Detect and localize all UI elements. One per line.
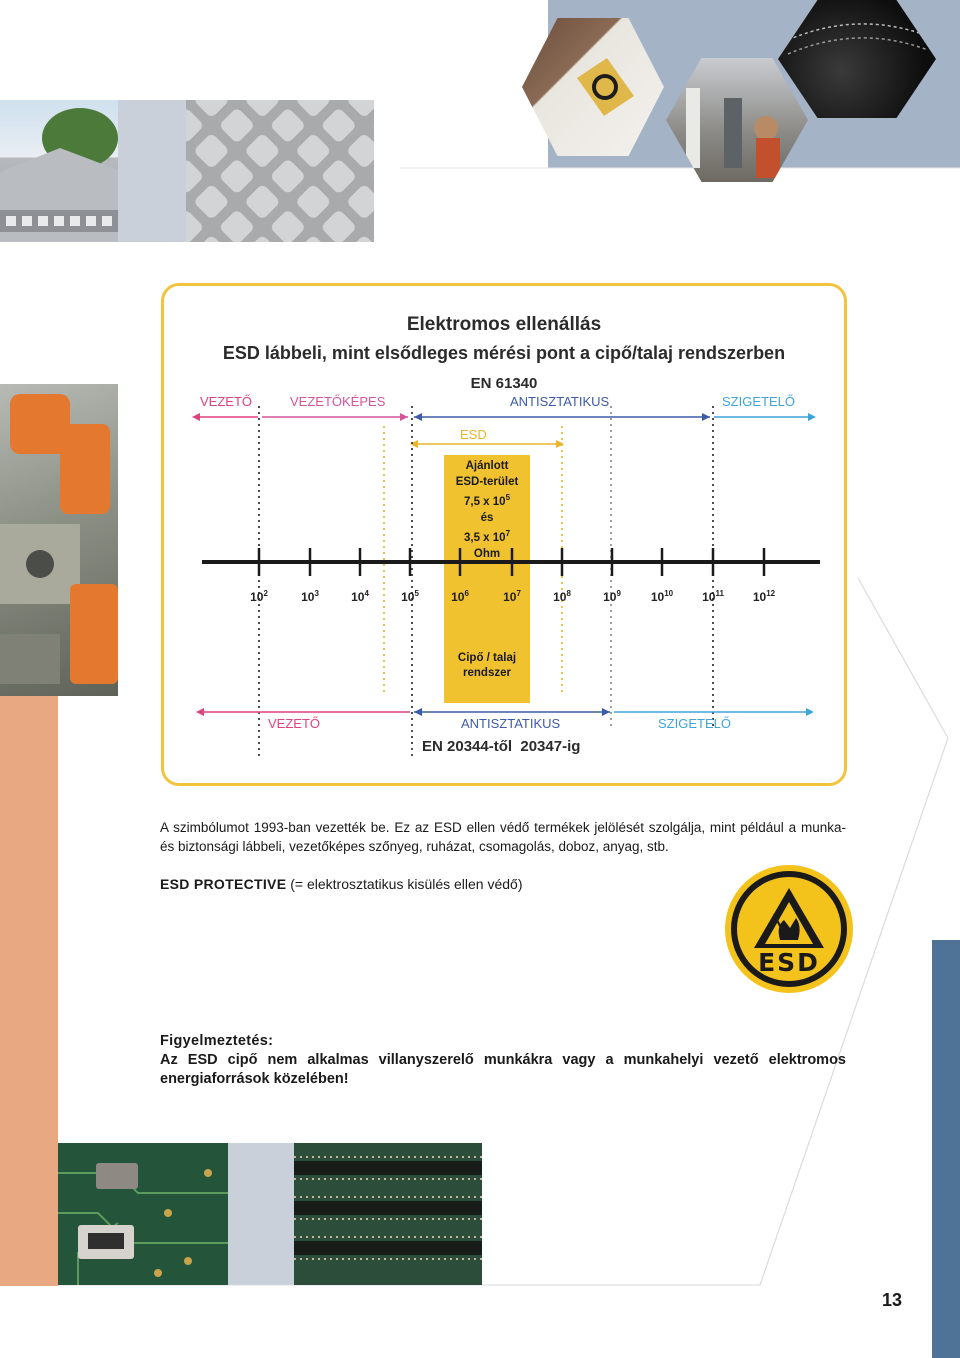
- recommended-line2: ESD-terület: [455, 476, 519, 488]
- page-number: 13: [881, 1290, 903, 1310]
- symbol-caption: A szimbólumot 1993-ban vezették be. Ez az ESD ellen védő termékek jelölését szolgálja, mint például a munka- és biztonsági lábbeli, vezetőképes szőnyeg, ruházat, csomagolás, doboz, anyag, stb.: [160, 820, 846, 854]
- esd-protective-rest: (= elektrosztatikus kisülés ellen védő): [286, 876, 523, 892]
- zone-label-antisztatikus-bottom: ANTISZTATIKUS: [461, 716, 561, 731]
- recommended-line6: Ohm: [473, 547, 501, 560]
- zone-label-vezeto-bottom: VEZETŐ: [268, 716, 321, 731]
- recommended-line3-exp: 5: [505, 493, 511, 502]
- tick-label: $10^8$: [553, 589, 571, 604]
- recommended-line5: 3,5 x 10: [463, 531, 506, 544]
- shoe-floor-line1: Cipő / talaj: [457, 652, 517, 664]
- esd-protective-line: [160, 876, 523, 892]
- circuit-board-photo: [58, 1143, 228, 1285]
- resistance-diagram: [161, 283, 847, 786]
- tick-label: $10^4$: [351, 589, 369, 604]
- zone-label-vezeto-top: VEZETŐ: [200, 394, 253, 409]
- tick-label: $10^5$: [401, 589, 419, 604]
- esd-logo: [724, 864, 854, 994]
- tick-label: $10^3$: [301, 589, 319, 604]
- warning-text: Az ESD cipő nem alkalmas villanyszerelő munkákra vagy a munkahelyi vezető elektromos energiaforrások közelében!: [160, 1052, 846, 1087]
- tick-label: $10^9$: [603, 589, 621, 604]
- diagram-subtitle: ESD lábbeli, mint elsődleges mérési pont a cipő/talaj rendszerben: [222, 343, 786, 363]
- recommended-line3: 7,5 x 10: [463, 495, 506, 508]
- recommended-esd-area: [444, 458, 530, 562]
- zone-label-esd: ESD: [460, 427, 487, 442]
- tick-label: $10^{11}$: [702, 589, 724, 604]
- factory-building-photo: [0, 100, 118, 242]
- warning-title: Figyelmeztetés:: [160, 1033, 274, 1049]
- tick-label: $10^{12}$: [752, 589, 776, 604]
- robot-arm-photo: [0, 384, 118, 696]
- recommended-line1: Ajánlott: [465, 460, 509, 472]
- zone-label-antisztatikus-top: ANTISZTATIKUS: [510, 394, 610, 409]
- recommended-line4: és: [480, 511, 494, 524]
- diagram-title: Elektromos ellenállás: [406, 314, 602, 335]
- zone-label-vezetokepes-top: VEZETŐKÉPES: [290, 394, 386, 409]
- tick-label: $10^2$: [250, 589, 268, 604]
- shoe-floor-system-label: [444, 651, 530, 681]
- zone-label-szigetelo-top: SZIGETELŐ: [722, 394, 795, 409]
- zone-label-szigetelo-bottom: SZIGETELŐ: [658, 716, 731, 731]
- tick-label: $10^{10}$: [650, 589, 674, 604]
- circuit-board-chips-photo: [294, 1143, 482, 1285]
- esd-logo-text: ESD: [758, 948, 820, 977]
- tick-label: $10^7$: [503, 589, 521, 604]
- tick-label: $10^6$: [451, 589, 469, 604]
- rubber-sole-texture-photo: [186, 100, 374, 242]
- warning-block: [160, 1032, 846, 1089]
- esd-protective-bold: ESD PROTECTIVE: [160, 876, 287, 892]
- recommended-line5-exp: 7: [505, 528, 511, 538]
- shoe-floor-line2: rendszer: [463, 667, 511, 679]
- diagram-standard-bottom: EN 20344-től 20347-ig: [422, 738, 581, 755]
- diagram-standard-top: EN 61340: [470, 375, 538, 392]
